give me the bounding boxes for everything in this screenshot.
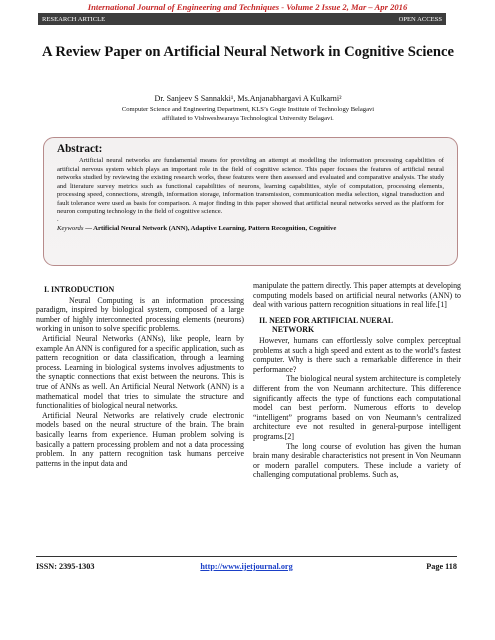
abstract-heading: Abstract: <box>57 143 103 155</box>
footer-journal-link[interactable]: http://www.ijetjournal.org <box>200 562 293 571</box>
section-2-heading-line-1: II. NEED FOR ARTIFICIAL NUERAL <box>259 315 394 325</box>
need-paragraph-3: The long course of evolution has given the human brain many desirable characteristics not present in Von Neumann or modern parallel computers. These include a variety of challenging computational problems. Such as, <box>253 441 461 480</box>
footer-issn: ISSN: 2395-1303 <box>36 562 95 571</box>
affiliation-line-2: affiliated to Vishweshwaraya Technological University Belagavi. <box>162 114 334 122</box>
journal-header: International Journal of Engineering and Techniques - Volume 2 Issue 2, Mar – Apr 2016 <box>87 2 408 12</box>
footer-divider <box>36 556 457 557</box>
article-type-label: RESEARCH ARTICLE <box>42 15 106 23</box>
paper-title: A Review Paper on Artificial Neural Network in Cognitive Science <box>42 44 454 60</box>
abstract-box <box>43 137 458 266</box>
keywords <box>57 224 444 233</box>
footer-page-number: Page 118 <box>426 562 457 571</box>
right-column <box>253 281 461 480</box>
need-paragraph-1: However, humans can effortlessly solve complex perceptual problems at such a high speed and extent as to the world’s fastest computer. Why is there such a remarkable difference in their performance? <box>253 335 461 374</box>
intro-paragraph-3: Artificial Neural Networks are relatively crude electronic models based on the neural structure of the brain. The brain basically learns from experience. Human problem solving is basically a pattern processing problem and not a data processing problem. In any pattern recognition task humans perceive patterns in the input data and <box>36 410 244 468</box>
section-2-heading <box>253 316 461 335</box>
intro-paragraph-continued: manipulate the pattern directly. This paper attempts at developing computing models based on artificial neural networks (ANN) to deal with various pattern recognition situations in real life.[1] <box>253 281 461 310</box>
section-1-heading: I. INTRODUCTION <box>44 285 115 294</box>
page-footer <box>36 562 457 574</box>
section-2-heading-line-2: NETWORK <box>272 325 315 335</box>
intro-paragraph-2: Artificial Neural Networks (ANNs), like people, learn by example An ANN is configured for a specific application, such as pattern recognition or data classification, through a learning process. Learning in biological systems involves adjustments to the synaptic connections that exist between the neurons. This is true of ANNs as well. An Artificial Neural Network (ANN) is a mathematical model that tries to simulate the structure and functionalities of biological neural networks. <box>36 333 244 411</box>
affiliation-line-1: Computer Science and Engineering Department, KLS’s Gogte Institute of Technology Belagavi <box>121 106 375 113</box>
left-column <box>36 285 244 468</box>
abstract-body: Artificial neural networks are fundamental means for providing an attempt at modelling the information processing capabilities of artificial nervous system which plays an important role in the field of cognitive science. This paper focuses the features of artificial neural networks studied by reviewing the existing research works, these features were then assessed and evaluated and comparative analysis. The study and literature survey metrics such as functional capabilities of neurons, learning capabilities, style of computation, processing elements, processing speed, connections, strength, information storage, information transmission, communication media selection, signal transduction and fault tolerance were used as basis for comparison. A major finding in this paper showed that artificial neural networks served as the platform for neuron computing technology in the field of cognitive science. <box>57 157 444 215</box>
keywords-label: Keywords <box>57 224 84 232</box>
need-paragraph-2: The biological neural system architecture is completely different from the von Neumann architecture. This difference significantly affects the type of functions each computational model can best perform. Numerous efforts to develop “intelligent” programs based on von Neumann’s centralized architecture eve not resulted in general-purpose intelligent programs.[2] <box>253 374 461 441</box>
article-type-bar <box>38 13 446 25</box>
keywords-text: — Artificial Neural Network (ANN), Adaptive Learning, Pattern Recognition, Cognitive <box>83 224 337 232</box>
paper-authors: Dr. Sanjeev S Sannakki¹, Ms.Anjanabhargavi A Kulkarni² <box>154 94 342 103</box>
abstract-dot: . <box>57 215 59 223</box>
intro-paragraph-1: Neural Computing is an information processing paradigm, inspired by biological system, composed of a large number of highly interconnected processing elements (neurons) working in unison to solve specific problems. <box>36 295 244 334</box>
open-access-label: OPEN ACCESS <box>398 15 442 23</box>
paper-affiliation <box>36 106 460 123</box>
